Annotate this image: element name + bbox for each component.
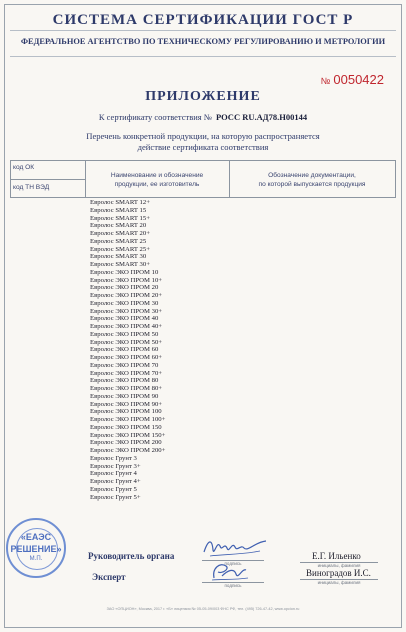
product-name-column — [85, 161, 230, 197]
head-role-label: Руководитель органа — [88, 551, 175, 561]
documentation-header — [229, 171, 395, 189]
product-item: Евролос ЭКО ПРОМ 200+ — [90, 447, 166, 454]
product-item: Евролос Грунт 4 — [90, 470, 137, 478]
expert-name: Виноградов И.С. — [306, 568, 371, 578]
product-item: Евролос Грунт 4+ — [90, 478, 141, 485]
product-item: Евролос ЭКО ПРОМ 20+ — [90, 292, 163, 299]
product-item: Евролос ЭКО ПРОМ 100+ — [90, 416, 166, 423]
expert-role-label: Эксперт — [92, 572, 126, 582]
product-item: Евролос ЭКО ПРОМ 30 — [90, 299, 159, 307]
stamp-line1: «ЕАЭС — [20, 532, 52, 542]
product-item: Евролос ЭКО ПРОМ 70+ — [90, 369, 163, 377]
documentation-header-line1: Обозначение документации, — [268, 172, 356, 179]
product-item: Евролос Грунт 3 — [90, 454, 137, 462]
certificate-label: К сертификату соответствия № — [98, 112, 212, 122]
product-item: Евролос SMART 30 — [90, 253, 147, 261]
product-item: Евролос ЭКО ПРОМ 30+ — [90, 307, 163, 315]
certificate-reference — [0, 112, 406, 122]
product-table-header — [10, 160, 396, 198]
organization-stamp — [6, 518, 66, 578]
product-item: Евролос ЭКО ПРОМ 70 — [90, 361, 159, 369]
header-divider-top — [10, 30, 396, 31]
serial-value: 0050422 — [333, 72, 384, 87]
expert-name-caption: инициалы, фамилия — [317, 580, 361, 585]
head-name: Е.Г. Ильенко — [312, 551, 361, 561]
documentation-column — [229, 161, 395, 197]
product-item: Евролос ЭКО ПРОМ 150+ — [90, 431, 166, 439]
printer-footer: ЗАО «ОПЦИОН», Москва, 2017 г. «Б» лицензия № 05-05-09/003 ФНС РФ, тел. (495) 726-47-42, www.opcion.ru — [106, 607, 300, 611]
codes-column — [11, 161, 86, 197]
list-title-line1: Перечень конкретной продукции, на которую распространяется — [86, 131, 320, 141]
appendix-title: ПРИЛОЖЕНИЕ — [145, 89, 261, 104]
product-item: Евролос ЭКО ПРОМ 80+ — [90, 385, 163, 392]
head-name-caption: инициалы, фамилия — [317, 563, 361, 568]
product-item: Евролос ЭКО ПРОМ 40 — [90, 315, 159, 323]
product-item: Евролос SMART 25 — [90, 237, 147, 245]
certificate-number: РОСС RU.АД78.Н00144 — [215, 112, 308, 122]
product-item: Евролос SMART 20 — [90, 222, 147, 230]
product-item: Евролос ЭКО ПРОМ 20 — [90, 284, 159, 292]
agency-subtitle: ФЕДЕРАЛЬНОЕ АГЕНТСТВО ПО ТЕХНИЧЕСКОМУ РЕГУЛИРОВАНИЮ И МЕТРОЛОГИИ — [20, 37, 386, 46]
product-item: Евролос SMART 15+ — [90, 214, 150, 222]
expert-signature-caption: подпись — [224, 583, 242, 588]
head-signature-icon — [200, 532, 270, 560]
product-item: Евролос ЭКО ПРОМ 10+ — [90, 276, 163, 284]
product-item: Евролос ЭКО ПРОМ 150 — [90, 423, 162, 431]
stamp-line3: М.П. — [29, 556, 43, 562]
product-item: Евролос ЭКО ПРОМ 90 — [90, 392, 159, 400]
product-item: Евролос Грунт 5 — [90, 485, 137, 493]
product-item: Евролос ЭКО ПРОМ 10 — [90, 268, 159, 276]
product-name-header — [85, 171, 229, 189]
head-signature-caption: подпись — [224, 561, 242, 566]
product-item: Евролос ЭКО ПРОМ 60 — [90, 346, 159, 354]
header — [4, 4, 402, 58]
product-name-header-line2: продукции, ее изготовитель — [114, 181, 200, 188]
stamp-line2: РЕШЕНИЕ» — [10, 544, 62, 554]
code-tn-label: код ТН ВЭД — [13, 184, 50, 191]
product-item: Евролос ЭКО ПРОМ 50+ — [90, 338, 163, 346]
system-title: СИСТЕМА СЕРТИФИКАЦИИ ГОСТ Р — [52, 12, 354, 28]
serial-number — [321, 72, 384, 87]
product-item: Евролос Грунт 3+ — [90, 462, 141, 470]
list-title-line2: действие сертификата соответствия — [137, 142, 269, 152]
product-item: Евролос ЭКО ПРОМ 50 — [90, 330, 159, 338]
expert-signature-icon — [208, 558, 252, 584]
product-item: Евролос SMART 30+ — [90, 261, 150, 268]
product-item: Евролос ЭКО ПРОМ 40+ — [90, 323, 163, 330]
list-title — [0, 131, 406, 153]
codes-divider — [11, 179, 85, 180]
product-item: Евролос Грунт 5+ — [90, 493, 141, 501]
product-list — [90, 199, 165, 501]
product-item: Евролос ЭКО ПРОМ 200 — [90, 439, 162, 447]
product-item: Евролос SMART 12+ — [90, 199, 150, 206]
product-item: Евролос ЭКО ПРОМ 60+ — [90, 354, 163, 361]
product-item: Евролос SMART 15 — [90, 206, 147, 214]
header-divider-bottom — [10, 56, 396, 57]
code-ok-label: код ОК — [13, 164, 35, 171]
product-item: Евролос ЭКО ПРОМ 100 — [90, 408, 162, 416]
product-item: Евролос SMART 20+ — [90, 230, 150, 237]
product-item: Евролос SMART 25+ — [90, 245, 150, 253]
product-item: Евролос ЭКО ПРОМ 90+ — [90, 400, 163, 408]
product-name-header-line1: Наименование и обозначение — [110, 172, 204, 179]
serial-prefix: № — [320, 76, 331, 86]
product-item: Евролос ЭКО ПРОМ 80 — [90, 377, 159, 385]
documentation-header-line2: по которой выпускается продукция — [258, 181, 366, 188]
